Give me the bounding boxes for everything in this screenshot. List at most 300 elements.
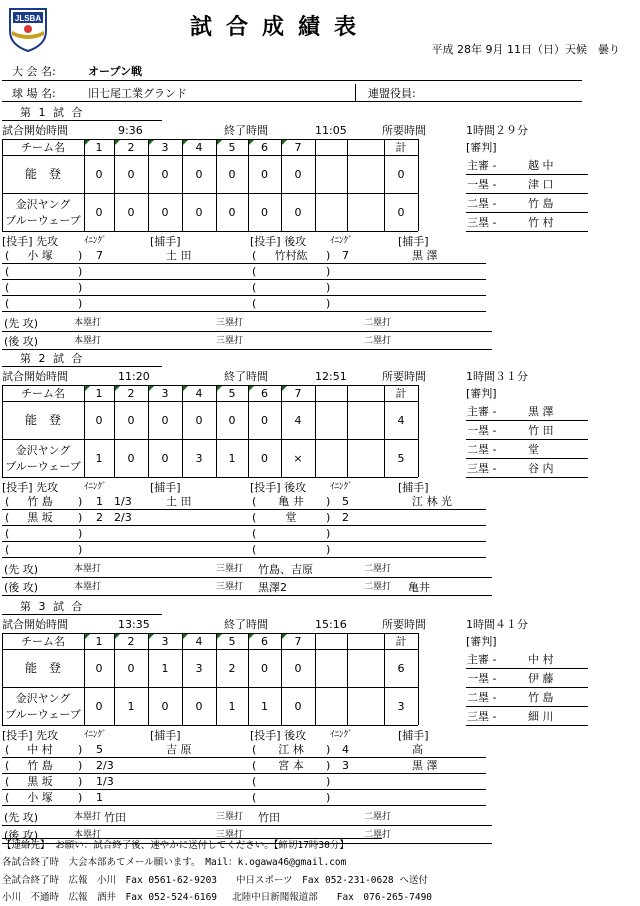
team-header: チーム名 (21, 141, 65, 154)
umpire-name: 細 川 (528, 710, 554, 723)
fax-alt-line: 小川 不通時 広報 酒井 Fax 052-524-6169 北陸中日新聞報道部 Fax 076-265-7490 (2, 892, 433, 903)
catcher-label: [捕手] (150, 729, 181, 742)
umpires-label: [審判] (466, 141, 497, 154)
total-header: 計 (395, 635, 407, 648)
duration-label: 所要時間 (382, 370, 426, 383)
inning-header: 3 (161, 141, 169, 154)
inning-header: 2 (127, 635, 135, 648)
rule (315, 139, 316, 231)
rule (347, 385, 348, 477)
paren: ( (252, 791, 257, 804)
paren: ( (252, 775, 257, 788)
pitcher-name: 小 塚 (27, 249, 53, 262)
rule (2, 525, 486, 526)
umpire-role: 三塁 - (467, 710, 497, 723)
paren: ( (5, 759, 10, 772)
rule (466, 477, 588, 478)
rule (2, 439, 418, 440)
paren: ( (5, 743, 10, 756)
tournament-name: オープン戦 (88, 65, 143, 78)
inning-score: 0 (127, 452, 135, 465)
inning-header: 3 (161, 635, 169, 648)
team-name: ブルーウェーブ (5, 708, 81, 721)
rule (2, 193, 418, 194)
team-header: チーム名 (21, 635, 65, 648)
catcher-name: 高 (412, 743, 423, 756)
divider (355, 84, 356, 101)
rule (2, 139, 418, 140)
inning-score: 2 (228, 662, 236, 675)
rule (2, 366, 162, 367)
catcher-label: [捕手] (150, 481, 181, 494)
homerun-label: 本塁打 (74, 812, 102, 822)
paren: ( (252, 249, 257, 262)
inning-score: 0 (195, 168, 203, 181)
umpire-name: 中 村 (528, 653, 554, 666)
inning-score: 0 (294, 168, 302, 181)
inning-score: 0 (228, 414, 236, 427)
inning-score: 0 (261, 168, 268, 181)
inning-header: 6 (261, 387, 268, 400)
inning-header: 5 (228, 141, 236, 154)
inning-score: 0 (195, 206, 203, 219)
rule (418, 633, 419, 725)
game-heading: 第 2 試 合 (20, 352, 85, 365)
rule (466, 212, 588, 213)
team-name: ブルーウェーブ (5, 214, 81, 227)
rule (2, 155, 418, 156)
innings-pitched: 1 (96, 791, 103, 804)
rule (2, 725, 418, 726)
divider (2, 80, 582, 81)
pitcher-first-label: [投手] 先攻 (2, 729, 59, 742)
rule (2, 773, 486, 774)
paren: ) (326, 511, 331, 524)
homerun-label: 本塁打 (74, 336, 102, 346)
paren: ) (78, 527, 83, 540)
paren: ( (5, 543, 10, 556)
league-logo (6, 5, 50, 53)
triple-label: 三塁打 (216, 318, 244, 328)
catcher-name: 土 田 (166, 495, 192, 508)
pitcher-name: 堂 (285, 511, 297, 524)
total-header: 計 (395, 387, 407, 400)
rule (2, 757, 486, 758)
rule (2, 477, 418, 478)
duration-label: 所要時間 (382, 618, 426, 631)
innings-pitched: 4 (342, 743, 349, 756)
rule (466, 231, 588, 232)
rule (2, 595, 492, 596)
inning-score: × (293, 452, 303, 465)
umpire-role: 主審 - (467, 405, 497, 418)
rule (2, 614, 162, 615)
official-label: 連盟役員: (368, 87, 416, 100)
pitcher-second-label: [投手] 後攻 (250, 235, 307, 248)
umpire-role: 主審 - (467, 159, 497, 172)
inning-header: 6 (261, 635, 268, 648)
triple-label: 三塁打 (216, 336, 244, 346)
inning-header: 1 (95, 387, 103, 400)
rule (2, 311, 486, 312)
duration-label: 所要時間 (382, 124, 426, 137)
homerun-label: 本塁打 (74, 582, 102, 592)
start-label: 試合開始時間 (2, 370, 68, 383)
umpire-role: 一塁 - (467, 178, 497, 191)
innings-pitched: 2 2/3 (96, 511, 132, 524)
inning-header: 7 (294, 387, 302, 400)
catcher-name: 土 田 (166, 249, 192, 262)
pitcher-name: 黒 坂 (27, 511, 53, 524)
team-header: チーム名 (21, 387, 65, 400)
double-label: 二塁打 (364, 830, 392, 840)
paren: ) (78, 265, 83, 278)
umpires-label: [審判] (466, 635, 497, 648)
gote-label: (後 攻) (4, 829, 39, 842)
rule (2, 825, 492, 826)
paren: ) (78, 495, 83, 508)
inning-score: 0 (261, 662, 268, 675)
rule (2, 120, 162, 121)
end-label: 終了時間 (224, 618, 268, 631)
divider (2, 838, 382, 839)
inning-score: 1 (127, 700, 135, 713)
inning-header: 5 (228, 387, 236, 400)
inning-header: 6 (261, 141, 268, 154)
inning-score: 1 (161, 662, 169, 675)
rule (2, 331, 492, 332)
homerun-label: 本塁打 (74, 564, 102, 574)
sente-label: (先 攻) (4, 563, 39, 576)
inning-score: 0 (161, 700, 169, 713)
total-score: 0 (397, 168, 405, 181)
rule (2, 649, 418, 650)
inning-score: 0 (127, 662, 135, 675)
pitcher-name: 宮 本 (278, 759, 304, 772)
inning-header: 4 (195, 635, 203, 648)
paren: ) (326, 297, 331, 310)
paren: ) (326, 543, 331, 556)
inning-header: 5 (228, 635, 236, 648)
contact-line: 【連絡先】 お願い：試合終了後、速やかに送付してください。【締切17時30分】 (2, 840, 349, 851)
paren: ( (5, 527, 10, 540)
triple-value: 黒澤2 (258, 581, 287, 594)
inning-score: 0 (261, 452, 268, 465)
rule (418, 385, 419, 477)
paren: ( (252, 297, 257, 310)
inning-score: 0 (228, 206, 236, 219)
inning-score: 1 (228, 700, 236, 713)
double-label: 二塁打 (364, 582, 392, 592)
team-name: ブルーウェーブ (5, 460, 81, 473)
rule (2, 541, 486, 542)
paren: ) (326, 249, 331, 262)
umpire-role: 一塁 - (467, 672, 497, 685)
rule (466, 725, 588, 726)
gote-label: (後 攻) (4, 335, 39, 348)
double-label: 二塁打 (364, 564, 392, 574)
paren: ( (5, 791, 10, 804)
team-name: 能 登 (24, 413, 61, 427)
rule (2, 509, 486, 510)
paren: ( (252, 759, 257, 772)
inning-score: 0 (195, 700, 203, 713)
rule (2, 557, 486, 558)
mail-line: 各試合終了時 大会本部あてメール願います。 Mail：k.ogawa46@gmail.com (2, 857, 347, 868)
inning-header: 3 (161, 387, 169, 400)
pitcher-name: 江 林 (278, 743, 304, 756)
start-time: 9:36 (118, 124, 143, 137)
umpire-name: 竹 島 (528, 197, 554, 210)
inning-score: 1 (261, 700, 268, 713)
inning-score: 0 (294, 206, 302, 219)
inning-header: 4 (195, 387, 203, 400)
paren: ) (326, 743, 331, 756)
paren: ) (78, 791, 83, 804)
paren: ) (326, 265, 331, 278)
rule (2, 401, 418, 402)
duration-value: 1時間４１分 (466, 618, 528, 631)
innings-pitched: 5 (96, 743, 103, 756)
triple-label: 三塁打 (216, 830, 244, 840)
divider (2, 101, 582, 102)
rule (2, 805, 486, 806)
rule (315, 633, 316, 725)
paren: ( (252, 543, 257, 556)
triple-label: 三塁打 (216, 582, 244, 592)
inning-score: 0 (127, 414, 135, 427)
inning-score: 0 (95, 206, 103, 219)
innings-label: ｲﾆﾝｸﾞ (330, 236, 353, 246)
paren: ) (78, 511, 83, 524)
innings-pitched: 2/3 (96, 759, 114, 772)
inning-score: 0 (195, 414, 203, 427)
catcher-label: [捕手] (398, 235, 429, 248)
inning-score: 0 (261, 414, 268, 427)
team-name: 金沢ヤング (15, 692, 71, 705)
paren: ) (326, 791, 331, 804)
paren: ) (326, 527, 331, 540)
paren: ( (5, 495, 10, 508)
innings-label: ｲﾆﾝｸﾞ (84, 482, 107, 492)
double-label: 二塁打 (364, 336, 392, 346)
end-label: 終了時間 (224, 370, 268, 383)
triple-label: 三塁打 (216, 564, 244, 574)
duration-value: 1時間３１分 (466, 370, 528, 383)
paren: ) (326, 281, 331, 294)
rule (315, 385, 316, 477)
rule (418, 139, 419, 231)
umpire-role: 二塁 - (467, 443, 497, 456)
umpire-role: 二塁 - (467, 691, 497, 704)
umpire-role: 二塁 - (467, 197, 497, 210)
catcher-name: 黒 澤 (412, 249, 438, 262)
innings-pitched: 1 1/3 (96, 495, 132, 508)
umpire-role: 一塁 - (467, 424, 497, 437)
paren: ( (5, 281, 10, 294)
rule (466, 420, 588, 421)
pitcher-name: 黒 坂 (27, 775, 53, 788)
paren: ( (5, 297, 10, 310)
pitcher-name: 竹 島 (27, 759, 53, 772)
start-time: 11:20 (118, 370, 150, 383)
innings-pitched: 3 (342, 759, 349, 772)
umpire-name: 黒 澤 (528, 405, 554, 418)
pitcher-second-label: [投手] 後攻 (250, 481, 307, 494)
end-time: 15:16 (315, 618, 347, 631)
team-name: 能 登 (24, 661, 61, 675)
inning-score: 0 (161, 168, 169, 181)
innings-pitched: 7 (96, 249, 103, 262)
end-label: 終了時間 (224, 124, 268, 137)
rule (2, 231, 418, 232)
paren: ( (252, 527, 257, 540)
team-name: 金沢ヤング (15, 444, 71, 457)
inning-score: 0 (161, 452, 169, 465)
rule (2, 687, 418, 688)
catcher-label: [捕手] (398, 729, 429, 742)
inning-score: 0 (95, 168, 103, 181)
rule (2, 385, 418, 386)
umpire-role: 主審 - (467, 653, 497, 666)
rule (2, 263, 486, 264)
inning-score: 0 (127, 168, 135, 181)
catcher-label: [捕手] (398, 481, 429, 494)
paren: ( (252, 281, 257, 294)
inning-score: 1 (95, 452, 103, 465)
pitcher-first-label: [投手] 先攻 (2, 235, 59, 248)
inning-score: 3 (195, 452, 203, 465)
sente-label: (先 攻) (4, 811, 39, 824)
catcher-name: 江 林 光 (412, 495, 452, 508)
inning-score: 0 (228, 168, 236, 181)
umpire-name: 竹 島 (528, 691, 554, 704)
paren: ( (5, 775, 10, 788)
rule (466, 706, 588, 707)
rule (2, 577, 492, 578)
double-label: 二塁打 (364, 812, 392, 822)
inning-score: 0 (261, 206, 268, 219)
inning-score: 3 (195, 662, 203, 675)
fax-line: 全試合終了時 広報 小川 Fax 0561-62-9203 中日スポーツ Fax 052-231-0628 へ送付 (2, 875, 428, 886)
paren: ) (326, 495, 331, 508)
total-score: 4 (397, 414, 405, 427)
innings-label: ｲﾆﾝｸﾞ (84, 236, 107, 246)
total-score: 0 (397, 206, 405, 219)
inning-header: 1 (95, 635, 103, 648)
rule (466, 193, 588, 194)
total-header: 計 (395, 141, 407, 154)
inning-header: 7 (294, 141, 302, 154)
inning-header: 7 (294, 635, 302, 648)
innings-pitched: 1/3 (96, 775, 114, 788)
paren: ) (78, 775, 83, 788)
triple-value: 竹島、吉原 (258, 563, 313, 576)
rule (466, 439, 588, 440)
date-weather: 平成 28年 9月 11日（日）天候 曇り (431, 43, 620, 56)
pitcher-name: 亀 井 (278, 495, 304, 508)
rule (347, 139, 348, 231)
pitcher-first-label: [投手] 先攻 (2, 481, 59, 494)
sente-label: (先 攻) (4, 317, 39, 330)
rule (347, 633, 348, 725)
inning-score: 0 (127, 206, 135, 219)
rule (2, 789, 486, 790)
inning-score: 0 (161, 206, 169, 219)
paren: ( (252, 495, 257, 508)
innings-pitched: 2 (342, 511, 349, 524)
pitcher-name: 小 塚 (27, 791, 53, 804)
homerun-label: 本塁打 (74, 830, 102, 840)
paren: ( (5, 249, 10, 262)
paren: ( (5, 511, 10, 524)
inning-score: 4 (294, 414, 302, 427)
pitcher-name: 竹村紘 (274, 249, 308, 262)
paren: ( (252, 265, 257, 278)
paren: ) (78, 249, 83, 262)
innings-pitched: 7 (342, 249, 349, 262)
rule (2, 279, 486, 280)
rule (466, 458, 588, 459)
start-label: 試合開始時間 (2, 618, 68, 631)
double-label: 二塁打 (364, 318, 392, 328)
end-time: 12:51 (315, 370, 347, 383)
gote-label: (後 攻) (4, 581, 39, 594)
umpire-name: 堂 (528, 443, 539, 456)
venue-label: 球 場 名: (12, 87, 56, 100)
paren: ( (252, 743, 257, 756)
svg-text:JLSBA: JLSBA (14, 14, 42, 23)
double-value: 亀井 (408, 581, 430, 594)
inning-header: 2 (127, 141, 135, 154)
innings-label: ｲﾆﾝｸﾞ (330, 730, 353, 740)
rule (466, 174, 588, 175)
innings-pitched: 5 (342, 495, 349, 508)
pitcher-name: 中 村 (27, 743, 53, 756)
inning-score: 0 (95, 700, 103, 713)
page-title: 試合成績表 (190, 14, 371, 40)
venue-name: 旧七尾工業グランド (88, 87, 187, 100)
game-heading: 第 3 試 合 (20, 600, 85, 613)
pitcher-second-label: [投手] 後攻 (250, 729, 307, 742)
tournament-label: 大 会 名: (12, 65, 56, 78)
paren: ) (326, 775, 331, 788)
catcher-name: 吉 原 (166, 743, 192, 756)
inning-score: 0 (95, 662, 103, 675)
rule (466, 687, 588, 688)
triple-label: 三塁打 (216, 812, 244, 822)
paren: ) (78, 543, 83, 556)
umpire-name: 竹 田 (528, 424, 554, 437)
game-heading: 第 1 試 合 (20, 106, 85, 119)
catcher-label: [捕手] (150, 235, 181, 248)
triple-value: 竹田 (258, 811, 280, 824)
total-score: 3 (397, 700, 405, 713)
paren: ( (5, 265, 10, 278)
inning-header: 2 (127, 387, 135, 400)
inning-header: 4 (195, 141, 203, 154)
umpire-role: 三塁 - (467, 462, 497, 475)
innings-label: ｲﾆﾝｸﾞ (330, 482, 353, 492)
team-name: 能 登 (24, 167, 61, 181)
pitcher-name: 竹 島 (27, 495, 53, 508)
inning-score: 0 (161, 414, 169, 427)
paren: ) (78, 297, 83, 310)
umpire-role: 三塁 - (467, 216, 497, 229)
total-score: 5 (397, 452, 405, 465)
innings-label: ｲﾆﾝｸﾞ (84, 730, 107, 740)
start-time: 13:35 (118, 618, 150, 631)
